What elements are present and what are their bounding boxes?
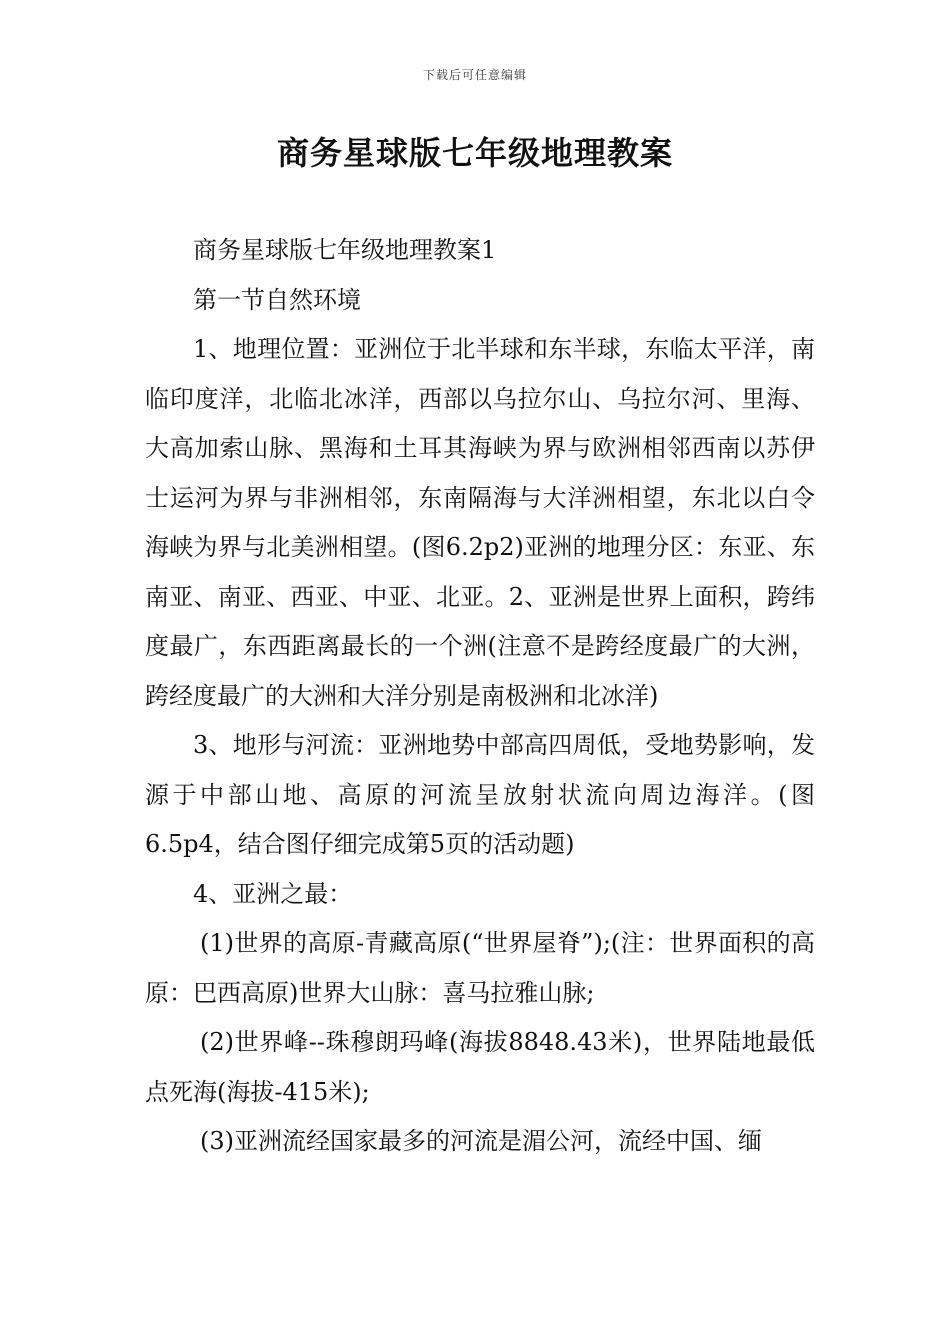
paragraph-location: 1、地理位置：亚洲位于北半球和东半球，东临太平洋，南临印度洋，北临北冰洋，西部以乌拉尔山、乌拉尔河、里海、大高加索山脉、黑海和土耳其海峡为界与欧洲相邻西南以苏伊士运河为界与非洲相邻，东南隔海与大洋洲相望，东北以白令海峡为界与北美洲相望。(图6.2p2)亚洲的地理分区：东亚、东南亚、南亚、西亚、中亚、北亚。2、亚洲是世界上面积，跨纬度最广，东西距离最长的一个洲(注意不是跨经度最广的大洲，跨经度最广的大洲和大洋分别是南极洲和北冰洋) [145,335,815,710]
paragraph-section-heading: 第一节自然环境 [193,285,361,314]
paragraph-terrain-rivers: 3、地形与河流：亚洲地势中部高四周低，受地势影响，发源于中部山地、高原的河流呈放射状流向周边海洋。(图6.5p4，结合图仔细完成第5页的活动题) [145,731,815,858]
paragraph-record-3: (3)亚洲流经国家最多的河流是湄公河，流经中国、缅 [200,1127,762,1155]
header-note: 下载后可任意编辑 [422,68,527,82]
paragraph-record-1: (1)世界的高原-青藏高原(“世界屋脊”);(注：世界面积的高原：巴西高原)世界大山脉：喜马拉雅山脉; [145,929,815,1007]
paragraph-subtitle: 商务星球版七年级地理教案1 [193,236,497,264]
paragraph-asia-records-heading: 4、亚洲之最： [193,879,353,908]
document-body [145,226,815,1167]
paragraph-record-2: (2)世界峰--珠穆朗玛峰(海拔8848.43米)，世界陆地最低点死海(海拔-415米); [145,1028,815,1106]
document-title: 商务星球版七年级地理教案 [276,134,673,172]
